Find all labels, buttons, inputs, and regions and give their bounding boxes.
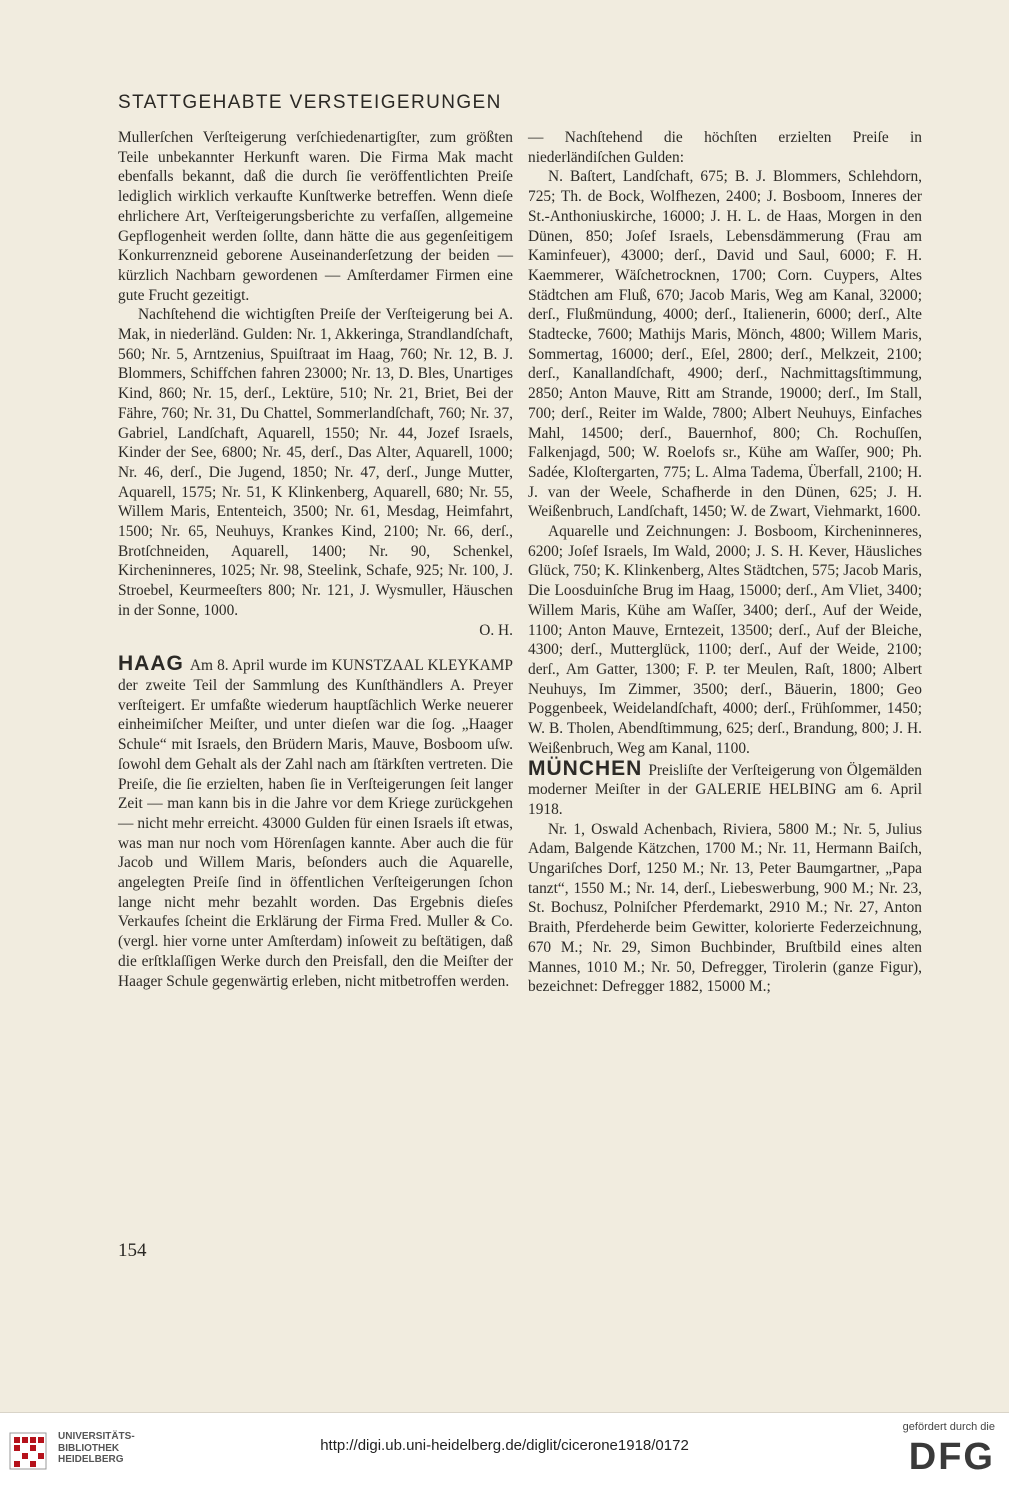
left-paragraph-1: Mullerſchen Verſteigerung verſchiedenartigſter, zum größten Teile unbekannter Herkunft waren. Die Firma Mak macht ebenfalls bekannt, daß die durch ſie veröffentlichten Preiſe lediglich wirklich verkaufte Kunſtwerke betreffen. Wenn dieſe ehrlichere Art, Verſteigerungsberichte zu verfaſſen, allgemeine Gepflogenheit werden ſollte, dann hätte die aus gegenſeitigem Konkurrenzneid geborene Auseinanderſetzung der beiden — kürzlich Nachbarn gewordenen — Amſterdamer Firmen eine gute Frucht gezeitigt.: [118, 129, 513, 304]
left-column: [118, 128, 513, 991]
running-head: STATTGEHABTE VERSTEIGERUNGEN: [118, 92, 502, 113]
library-line-1: UNIVERSITÄTS-: [58, 1431, 135, 1442]
page-number: 154: [118, 1240, 147, 1261]
funding-label: gefördert durch die: [902, 1421, 995, 1433]
right-paragraph-1: — Nachſtehend die höchſten erzielten Preiſe in niederländiſchen Gulden:: [528, 129, 922, 166]
right-column: [528, 128, 922, 997]
footer-bar: [0, 1412, 1009, 1487]
right-paragraph-2: N. Baſtert, Landſchaft, 675; B. J. Blommers, Schlehdorn, 725; Th. de Bock, Wolfhezen, 2400; J. Bosboom, Inneres der St.-Anthoniuskirche, 16000; J. H. L. de Haas, Morgen in den Dünen, 850; Joſef Israels, Lebensdämmerung (Frau am Kaminfeuer), 43000; derſ., David und Saul, 6000; F. H. Kaemmerer, Wäſchetrocknen, 1700; Corn. Cuypers, Altes Städtchen am Fluß, 670; Jacob Maris, Weg am Kanal, 32000; derſ., Flußmündung, 4000; derſ., Italienerin, 6000; derſ., Alte Stadtecke, 7600; Mathijs Maris, Mönch, 4800; Willem Maris, Sommertag, 16000; derſ., Eſel, 2800; derſ., Melkzeit, 2100; derſ., Kanallandſchaft, 4900; derſ., Nachmittagsſtimmung, 2850; Anton Mauve, Ritt am Strande, 19000; derſ., Im Stall, 700; derſ., Reiter im Walde, 7800; Albert Neuhuys, Einfaches Mahl, 14500; derſ., Bauernhof, 800; Ch. Rochuſſen, Falkenjagd, 500; W. Roelofs sr., Kühe am Waſſer, 900; Ph. Sadée, Kloſtergarten, 775; L. Alma Tadema, Überfall, 2100; H. J. van der Weele, Schafherde in den Dünen, 625; J. H. Weißenbruch, Landſchaft, 1450; W. de Zwart, Viehmarkt, 1600.: [528, 168, 922, 521]
muenchen-section: [528, 756, 922, 820]
permalink-url[interactable]: http://digi.ub.uni-heidelberg.de/diglit/cicerone1918/0172: [320, 1437, 689, 1454]
dfg-logo-icon: DFG: [908, 1436, 995, 1478]
muenchen-heading: MÜNCHEN: [528, 756, 643, 780]
haag-text: Am 8. April wurde im KUNSTZAAL KLEYKAMP der zweite Teil der Sammlung des Kunſthändlers A. Preyer verſteigert. Er umfaßte wiederum hauptſächlich Werke neuerer einheimiſcher Meiſter, und unter dieſen war die ſog. „Haager Schule“ mit Israels, den Brüdern Maris, Mauve, Bosboom uſw. ſowohl dem Gehalt als der Zahl nach am ſtärkſten vertreten. Die Preiſe, die ſie erzielten, haben ſie in Verſteigerungen ſeit langer Zeit — man kann bis in die Jahre vor dem Kriege zurückgehen — nicht mehr erreicht. 43000 Gulden für einen Israels iſt etwas, was man nur noch vom Hörenſagen kannte. Aber auch die für Jacob und Willem Maris, beſonders auch die Aquarelle, angelegten Preiſe ſind in öffentlichen Verſteigerungen ſchon lange nicht mehr bezahlt worden. Das Ergebnis dieſes Verkaufes ſcheint die Erklärung der Firma Fred. Muller & Co. (vergl. hier vorne unter Amſterdam) inſoweit zu beſtätigen, daß die erſtklaſſigen Werke durch den Preisfall, den die Meiſter der Haager Schule gegenwärtig erleben, nicht mitbetroffen werden.: [118, 657, 513, 990]
library-line-3: HEIDELBERG: [58, 1454, 124, 1465]
right-paragraph-3: Aquarelle und Zeichnungen: J. Bosboom, Kircheninneres, 6200; Joſef Israels, Im Wald, 2000; J. S. H. Kever, Häusliches Glück, 750; K. Klinkenberg, Altes Städtchen, 575; Jacob Maris, Die Loosduinſche Brug im Haag, 15000; derſ., Am Vliet, 3400; Willem Maris, Kühe am Waſſer, 3400; derſ., Auf der Weide, 1100; Anton Mauve, Erntezeit, 13500; derſ., Auf der Bleiche, 4300; derſ., Mutterglück, 1100; derſ., Auf der Weide, 2100; derſ., Am Gatter, 1300; F. P. ter Meulen, Raſt, 1800; Albert Neuhuys, Im Zimmer, 3500; derſ., Bäuerin, 1800; Geo Poggenbeek, Weidelandſchaft, 4000; derſ., Frühſommer, 1450; W. B. Tholen, Abendſtimmung, 625; derſ., Brandung, 800; J. H. Weißenbruch, Weg am Kanal, 1100.: [528, 523, 922, 757]
right-paragraph-4: Nr. 1, Oswald Achenbach, Riviera, 5800 M.; Nr. 5, Julius Adam, Balgende Kätzchen, 1700 M.; Nr. 11, Hermann Baiſch, Ungariſches Dorf, 1250 M.; Nr. 13, Peter Baumgartner, „Papa tanzt“, 1550 M.; Nr. 14, derſ., Liebeswerbung, 900 M.; Nr. 23, St. Bochusz, Polniſcher Pferdemarkt, 2910 M.; Nr. 27, Anton Braith, Pferdeherde beim Gewitter, kolorierte Federzeichnung, 670 M.; Nr. 29, Simon Buchbinder, Bruſtbild eines alten Mannes, 1010 M.; Nr. 50, Defregger, Tirolerin (ganze Figur), bezeichnet: Defregger 1882, 15000 M.;: [528, 820, 922, 996]
left-paragraph-2: Nachſtehend die wichtigſten Preiſe der Verſteigerung bei A. Mak, in niederländ. Gulden: Nr. 1, Akkeringa, Strandlandſchaft, 560; Nr. 5, Arntzenius, Spuiſtraat im Haag, 760; Nr. 12, B. J. Blommers, Schiffchen fahren 23000; Nr. 13, D. Bles, Unartiges Kind, 860; Nr. 15, derſ., Lektüre, 510; Nr. 21, Briet, Bei der Fähre, 760; Nr. 31, Du Chattel, Sommerlandſchaft, 760; Nr. 37, Gabriel, Landſchaft, Aquarell, 1550; Nr. 44, Jozef Israels, Kinder der See, 6800; Nr. 45, derſ., Das Alter, Aquarell, 1000; Nr. 46, derſ., Die Jugend, 1850; Nr. 47, derſ., Junge Mutter, Aquarell, 1575; Nr. 51, K Klinkenberg, Aquarell, 680; Nr. 55, Willem Maris, Ententeich, 3500; Nr. 61, Mesdag, Heimfahrt, 1500; Nr. 65, Neuhuys, Krankes Kind, 2100; Nr. 66, derſ., Brotſchneiden, Aquarell, 1400; Nr. 90, Schenkel, Kircheninneres, 1025; Nr. 98, Steelink, Schafe, 925; Nr. 100, J. Stroebel, Keurmeeſters 800; Nr. 121, J. Wysmuller, Häuschen in der Sonne, 1000.: [118, 306, 513, 619]
haag-section: [118, 654, 513, 991]
muenchen-text: Preisliſte der Verſteigerung von Ölgemälden moderner Meiſter in der GALERIE HELBING am 6. April 1918.: [528, 761, 922, 818]
library-line-2: BIBLIOTHEK: [58, 1442, 120, 1454]
author-signature: O. H.: [479, 621, 513, 639]
haag-heading: HAAG: [118, 652, 184, 676]
